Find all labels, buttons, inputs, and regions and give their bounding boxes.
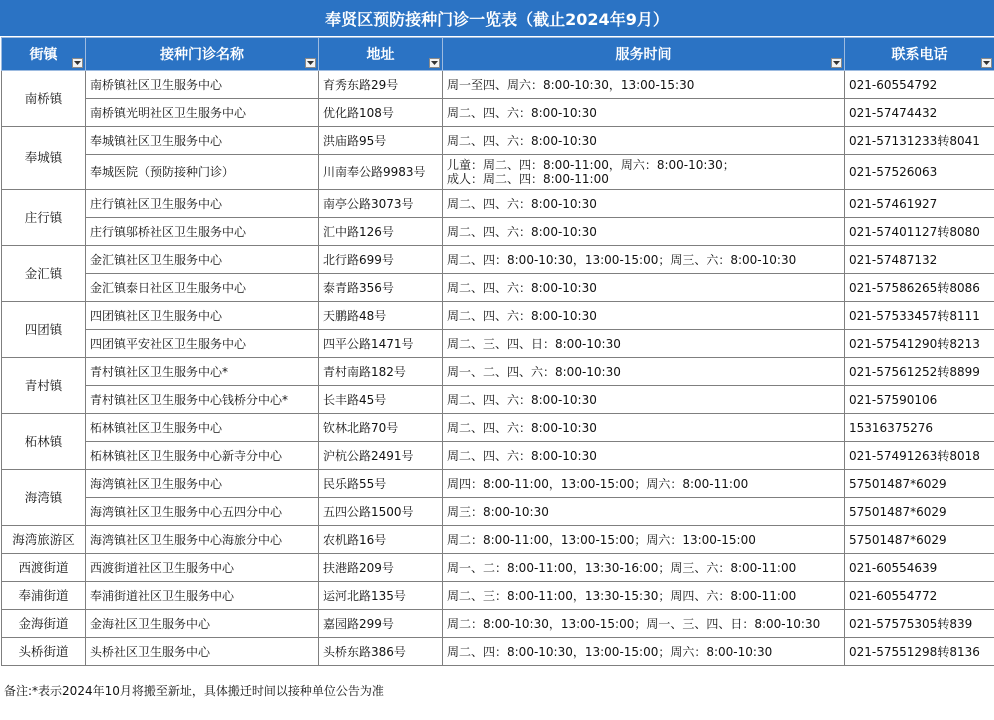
service-hours-cell[interactable]	[443, 554, 845, 582]
filter-dropdown-icon[interactable]	[305, 58, 316, 68]
phone-cell[interactable]: 021-57586265转8086	[845, 274, 994, 302]
address-cell[interactable]: 泰青路356号	[319, 274, 443, 302]
address-cell[interactable]: 北行路699号	[319, 246, 443, 274]
address-cell[interactable]: 长丰路45号	[319, 386, 443, 414]
table-row	[2, 414, 994, 442]
service-hours-line: 周一至四、周六：8:00-10:30，13:00-15:30	[447, 77, 695, 92]
header-town	[2, 38, 86, 71]
address-cell[interactable]: 育秀东路29号	[319, 71, 443, 99]
service-hours-line: 周二：8:00-11:00，13:00-15:00；周六：13:00-15:00	[447, 532, 756, 547]
service-hours-cell[interactable]	[443, 442, 845, 470]
clinic-name-cell[interactable]: 西渡街道社区卫生服务中心	[86, 554, 319, 582]
clinic-name-cell[interactable]: 柘林镇社区卫生服务中心新寺分中心	[86, 442, 319, 470]
service-hours-line: 周四：8:00-11:00，13:00-15:00；周六：8:00-11:00	[447, 476, 749, 491]
service-hours-line: 周三：8:00-10:30	[447, 504, 549, 519]
town-cell[interactable]: 头桥街道	[2, 638, 86, 666]
filter-dropdown-icon[interactable]	[72, 58, 83, 68]
clinic-name-cell[interactable]: 柘林镇社区卫生服务中心	[86, 414, 319, 442]
address-cell[interactable]: 扶港路209号	[319, 554, 443, 582]
service-hours-cell[interactable]	[443, 498, 845, 526]
service-hours-line: 周二、四、六：8:00-10:30	[447, 280, 597, 295]
table-row	[2, 610, 994, 638]
phone-cell[interactable]: 021-60554792	[845, 71, 994, 99]
service-hours-line: 周二、四、六：8:00-10:30	[447, 133, 597, 148]
table-row	[2, 218, 994, 246]
address-cell[interactable]: 运河北路135号	[319, 582, 443, 610]
phone-cell[interactable]: 021-57533457转8111	[845, 302, 994, 330]
town-cell[interactable]: 金海街道	[2, 610, 86, 638]
service-hours-cell[interactable]	[443, 302, 845, 330]
service-hours-cell[interactable]	[443, 99, 845, 127]
service-hours-line: 周二、四、六：8:00-10:30	[447, 196, 597, 211]
header-address-label: 地址	[366, 47, 395, 63]
filter-dropdown-icon[interactable]	[831, 58, 842, 68]
vaccination-clinic-table	[1, 37, 994, 666]
service-hours-line: 周二、四：8:00-10:30，13:00-15:00；周六：8:00-10:30	[447, 644, 773, 659]
phone-cell[interactable]: 57501487*6029	[845, 470, 994, 498]
town-cell[interactable]: 海湾镇	[2, 470, 86, 526]
town-cell[interactable]: 金汇镇	[2, 246, 86, 302]
header-row	[2, 38, 994, 71]
address-cell[interactable]: 南亭公路3073号	[319, 190, 443, 218]
header-phone-label: 联系电话	[891, 47, 948, 63]
phone-cell[interactable]: 021-57526063	[845, 155, 994, 190]
service-hours-cell[interactable]	[443, 526, 845, 554]
clinic-name-cell[interactable]: 庄行镇邬桥社区卫生服务中心	[86, 218, 319, 246]
phone-cell[interactable]: 021-57487132	[845, 246, 994, 274]
clinic-name-cell[interactable]: 海湾镇社区卫生服务中心五四分中心	[86, 498, 319, 526]
table-row	[2, 246, 994, 274]
clinic-name-cell[interactable]: 奉城镇社区卫生服务中心	[86, 127, 319, 155]
service-hours-cell[interactable]	[443, 610, 845, 638]
clinic-name-cell[interactable]: 头桥社区卫生服务中心	[86, 638, 319, 666]
table-row	[2, 582, 994, 610]
clinic-name-cell[interactable]: 金汇镇社区卫生服务中心	[86, 246, 319, 274]
address-cell[interactable]: 川南奉公路9983号	[319, 155, 443, 190]
phone-cell[interactable]: 021-57474432	[845, 99, 994, 127]
header-service-hours-label: 服务时间	[615, 47, 672, 63]
service-hours-cell[interactable]	[443, 246, 845, 274]
town-cell[interactable]: 青村镇	[2, 358, 86, 414]
phone-cell[interactable]: 021-57561252转8899	[845, 358, 994, 386]
address-cell[interactable]: 洪庙路95号	[319, 127, 443, 155]
address-cell[interactable]: 农机路16号	[319, 526, 443, 554]
table-row	[2, 554, 994, 582]
service-hours-cell[interactable]	[443, 190, 845, 218]
town-cell[interactable]: 南桥镇	[2, 71, 86, 127]
table-row	[2, 442, 994, 470]
phone-cell[interactable]: 021-57575305转839	[845, 610, 994, 638]
service-hours-cell[interactable]	[443, 274, 845, 302]
header-clinic-name	[86, 38, 319, 71]
phone-cell[interactable]: 57501487*6029	[845, 498, 994, 526]
filter-dropdown-icon[interactable]	[981, 58, 992, 68]
phone-cell[interactable]: 021-57401127转8080	[845, 218, 994, 246]
table-row	[2, 386, 994, 414]
service-hours-cell[interactable]	[443, 218, 845, 246]
town-cell[interactable]: 柘林镇	[2, 414, 86, 470]
service-hours-line: 周二、三：8:00-11:00，13:30-15:30；周四、六：8:00-11:00	[447, 588, 797, 603]
service-hours-line: 周二、四、六：8:00-10:30	[447, 308, 597, 323]
phone-cell[interactable]: 021-60554772	[845, 582, 994, 610]
service-hours-line: 儿童：周二、四：8:00-11:00，周六：8:00-10:30；	[447, 158, 735, 172]
footnote: 备注:*表示2024年10月将搬至新址，具体搬迁时间以接种单位公告为准	[4, 684, 384, 698]
header-address	[319, 38, 443, 71]
service-hours-cell[interactable]	[443, 582, 845, 610]
address-cell[interactable]: 民乐路55号	[319, 470, 443, 498]
table-body	[2, 71, 994, 666]
filter-dropdown-icon[interactable]	[429, 58, 440, 68]
clinic-name-cell[interactable]: 青村镇社区卫生服务中心*	[86, 358, 319, 386]
address-cell[interactable]: 四平公路1471号	[319, 330, 443, 358]
service-hours-line: 周二：8:00-10:30，13:00-15:00；周一、三、四、日：8:00-10:30	[447, 616, 821, 631]
clinic-name-cell[interactable]: 庄行镇社区卫生服务中心	[86, 190, 319, 218]
service-hours-line: 成人：周二、四：8:00-11:00	[447, 172, 609, 186]
town-cell[interactable]: 奉浦街道	[2, 582, 86, 610]
service-hours-line: 周二、四、六：8:00-10:30	[447, 448, 597, 463]
service-hours-line: 周二、四、六：8:00-10:30	[447, 224, 597, 239]
service-hours-line: 周二、四、六：8:00-10:30	[447, 392, 597, 407]
table-row	[2, 71, 994, 99]
phone-cell[interactable]: 021-57461927	[845, 190, 994, 218]
service-hours-line: 周一、二、四、六：8:00-10:30	[447, 364, 621, 379]
phone-cell[interactable]: 021-60554639	[845, 554, 994, 582]
table-row	[2, 302, 994, 330]
service-hours-cell[interactable]	[443, 330, 845, 358]
clinic-name-cell[interactable]: 金海社区卫生服务中心	[86, 610, 319, 638]
phone-cell[interactable]: 021-57541290转8213	[845, 330, 994, 358]
service-hours-line: 周二、四、六：8:00-10:30	[447, 105, 597, 120]
clinic-name-cell[interactable]: 海湾镇社区卫生服务中心海旅分中心	[86, 526, 319, 554]
service-hours-cell[interactable]	[443, 71, 845, 99]
clinic-name-cell[interactable]: 奉城医院（预防接种门诊）	[86, 155, 319, 190]
table-row	[2, 498, 994, 526]
service-hours-cell[interactable]	[443, 358, 845, 386]
town-cell[interactable]: 庄行镇	[2, 190, 86, 246]
clinic-name-cell[interactable]: 四团镇社区卫生服务中心	[86, 302, 319, 330]
address-cell[interactable]: 青村南路182号	[319, 358, 443, 386]
phone-cell[interactable]: 021-57491263转8018	[845, 442, 994, 470]
town-cell[interactable]: 奉城镇	[2, 127, 86, 190]
header-phone	[845, 38, 994, 71]
table-row	[2, 127, 994, 155]
service-hours-cell[interactable]	[443, 386, 845, 414]
phone-cell[interactable]: 15316375276	[845, 414, 994, 442]
clinic-name-cell[interactable]: 金汇镇泰日社区卫生服务中心	[86, 274, 319, 302]
service-hours-line: 周二、四、六：8:00-10:30	[447, 420, 597, 435]
address-cell[interactable]: 钦林北路70号	[319, 414, 443, 442]
table-row	[2, 330, 994, 358]
address-cell[interactable]: 沪杭公路2491号	[319, 442, 443, 470]
address-cell[interactable]: 嘉园路299号	[319, 610, 443, 638]
address-cell[interactable]: 五四公路1500号	[319, 498, 443, 526]
table-row	[2, 470, 994, 498]
service-hours-cell[interactable]	[443, 414, 845, 442]
header-town-label: 街镇	[29, 47, 58, 63]
header-clinic-name-label: 接种门诊名称	[160, 47, 244, 63]
phone-cell[interactable]: 021-57551298转8136	[845, 638, 994, 666]
clinic-name-cell[interactable]: 南桥镇社区卫生服务中心	[86, 71, 319, 99]
service-hours-cell[interactable]	[443, 638, 845, 666]
service-hours-line: 周二、三、四、日：8:00-10:30	[447, 336, 621, 351]
address-cell[interactable]: 汇中路126号	[319, 218, 443, 246]
clinic-name-cell[interactable]: 青村镇社区卫生服务中心钱桥分中心*	[86, 386, 319, 414]
header-service-hours	[443, 38, 845, 71]
town-cell[interactable]: 四团镇	[2, 302, 86, 358]
clinic-name-cell[interactable]: 南桥镇光明社区卫生服务中心	[86, 99, 319, 127]
service-hours-line: 周二、四：8:00-10:30，13:00-15:00；周三、六：8:00-10:30	[447, 252, 797, 267]
table-row	[2, 190, 994, 218]
phone-cell[interactable]: 021-57131233转8041	[845, 127, 994, 155]
service-hours-cell[interactable]	[443, 155, 845, 190]
address-cell[interactable]: 头桥东路386号	[319, 638, 443, 666]
table-row	[2, 638, 994, 666]
service-hours-cell[interactable]	[443, 127, 845, 155]
table-title: 奉贤区预防接种门诊一览表（截止2024年9月）	[0, 0, 994, 37]
town-cell[interactable]: 西渡街道	[2, 554, 86, 582]
clinic-name-cell[interactable]: 四团镇平安社区卫生服务中心	[86, 330, 319, 358]
service-hours-cell[interactable]	[443, 470, 845, 498]
clinic-name-cell[interactable]: 奉浦街道社区卫生服务中心	[86, 582, 319, 610]
address-cell[interactable]: 优化路108号	[319, 99, 443, 127]
table-row	[2, 358, 994, 386]
phone-cell[interactable]: 57501487*6029	[845, 526, 994, 554]
table-row	[2, 526, 994, 554]
address-cell[interactable]: 天鹏路48号	[319, 302, 443, 330]
table-row	[2, 274, 994, 302]
table-row	[2, 99, 994, 127]
town-cell[interactable]: 海湾旅游区	[2, 526, 86, 554]
clinic-name-cell[interactable]: 海湾镇社区卫生服务中心	[86, 470, 319, 498]
service-hours-line: 周一、二：8:00-11:00，13:30-16:00；周三、六：8:00-11:00	[447, 560, 797, 575]
table-row	[2, 155, 994, 190]
phone-cell[interactable]: 021-57590106	[845, 386, 994, 414]
